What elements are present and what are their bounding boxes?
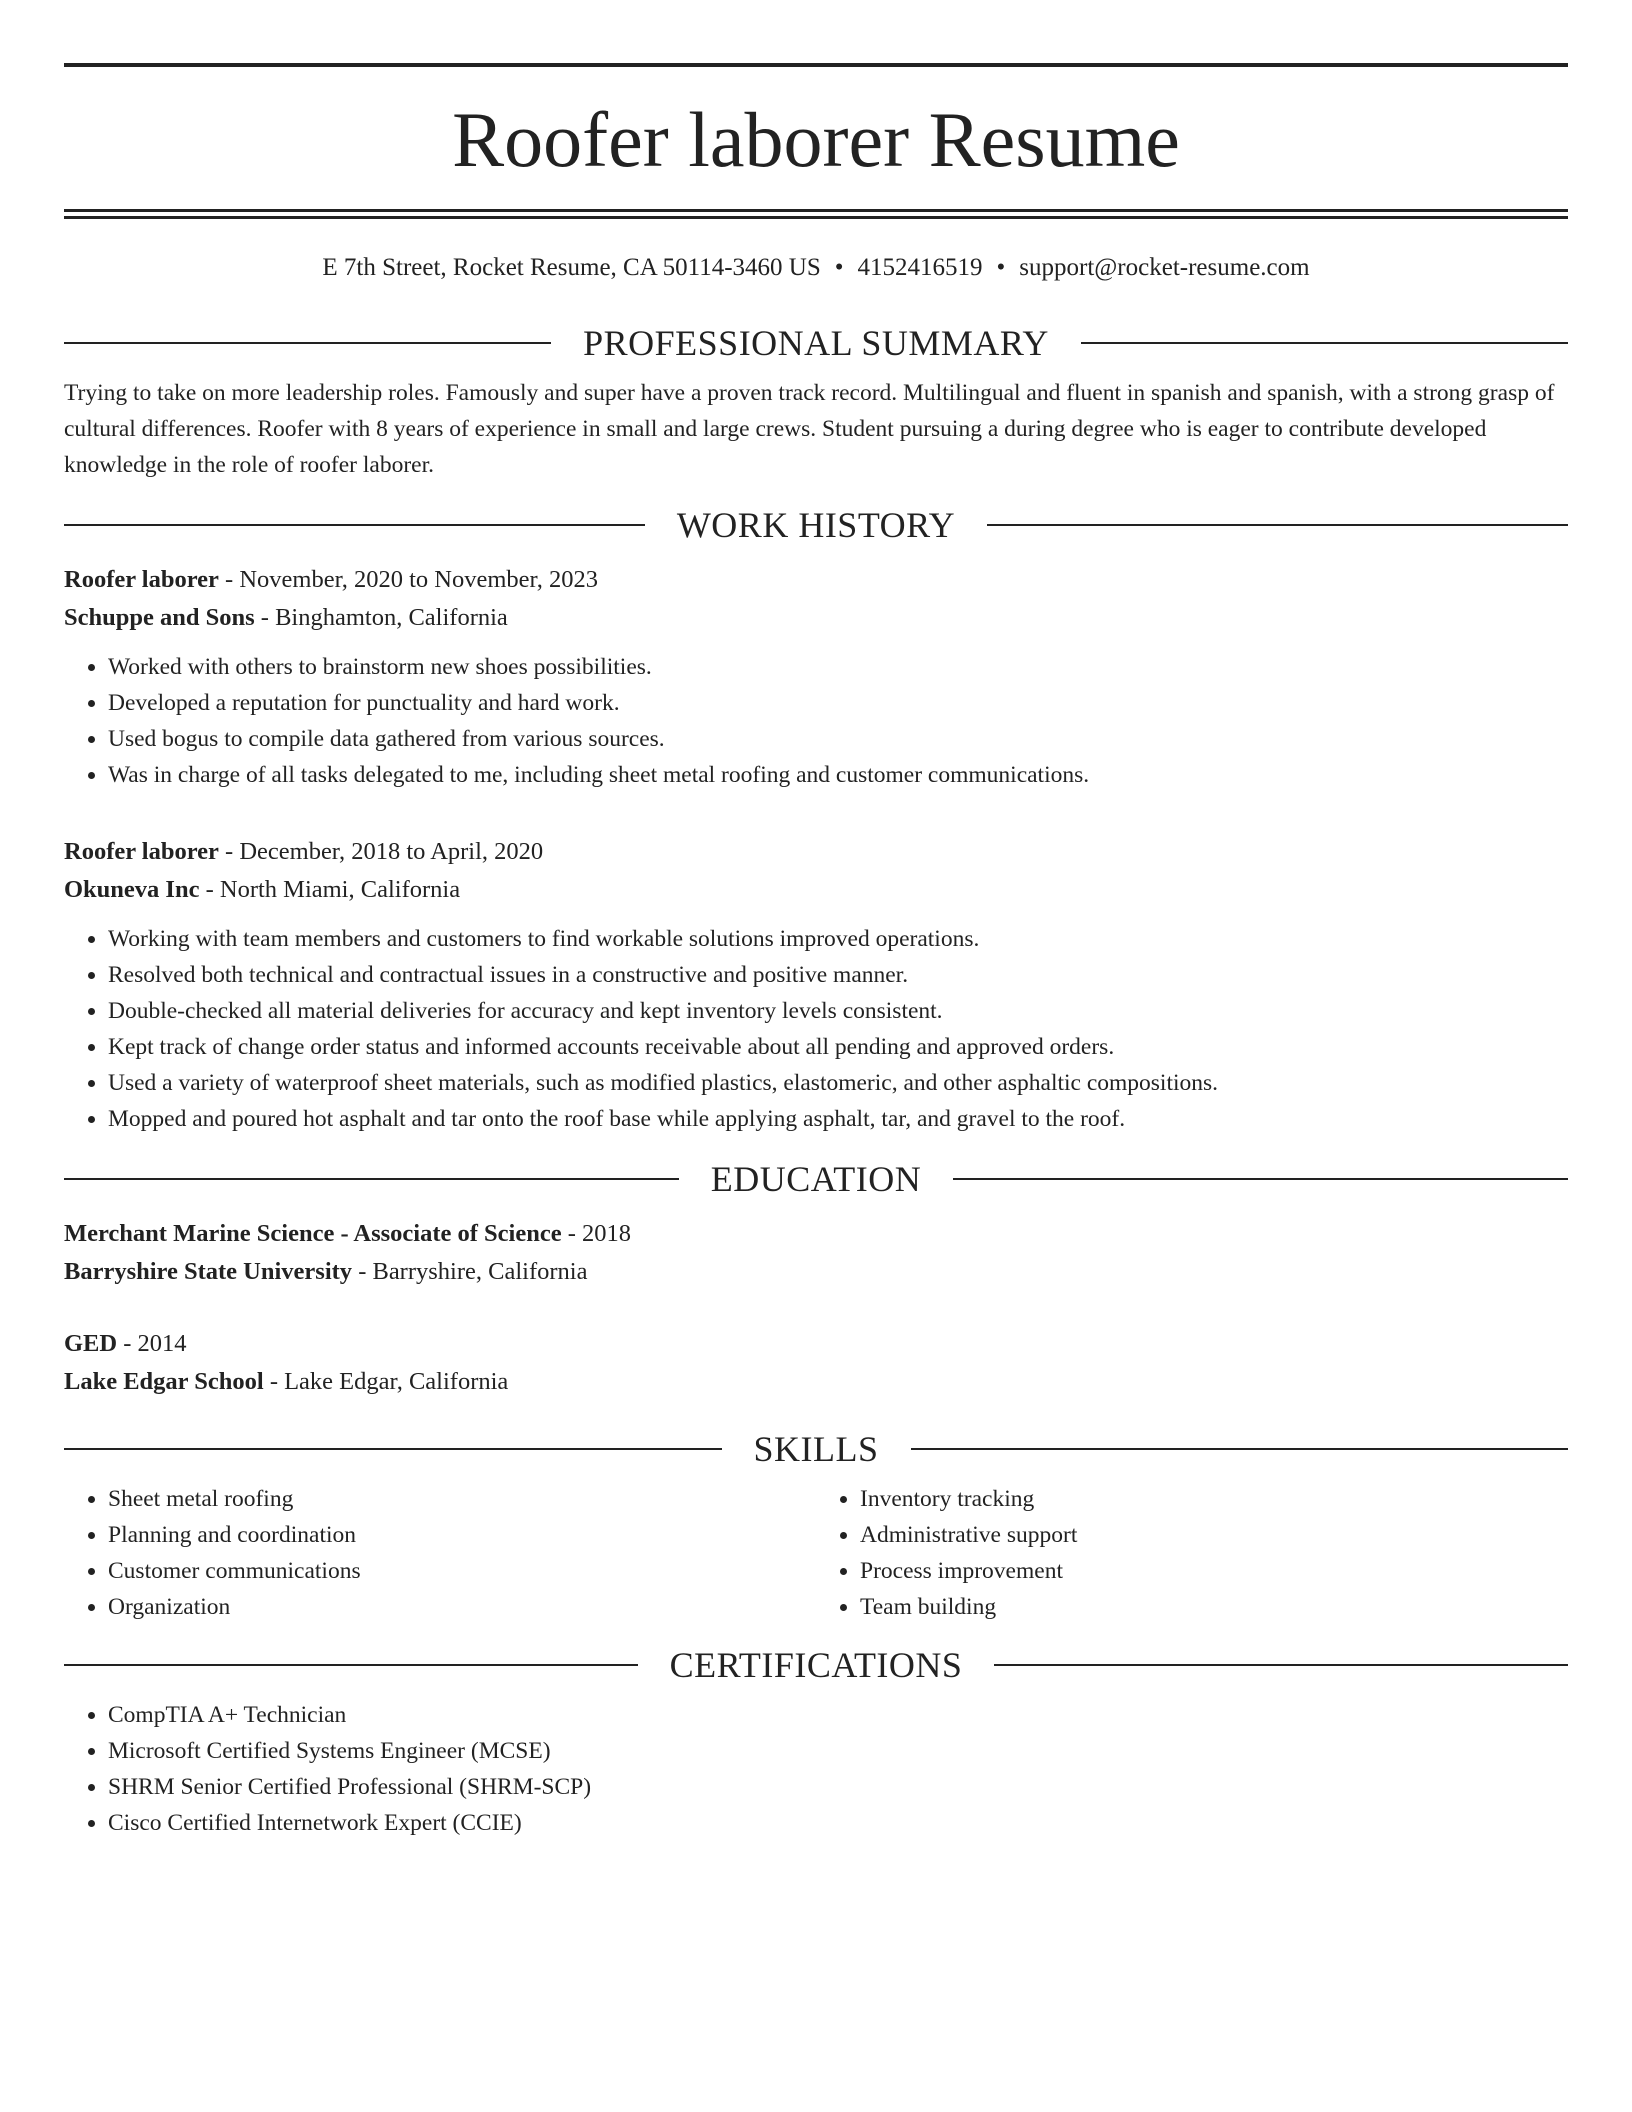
- heading-rule: [64, 342, 551, 344]
- contact-line: [64, 253, 1568, 283]
- job-entry: [64, 561, 1568, 793]
- job-bullet: • Used a variety of waterproof sheet materials, such as modified plastics, elastomeric, and other asphaltic compositions.: [108, 1065, 1568, 1101]
- skill-item: • Team building: [860, 1589, 1568, 1625]
- skill-item: • Planning and coordination: [108, 1517, 816, 1553]
- job-bullet: • Used bogus to compile data gathered from various sources.: [108, 721, 1568, 757]
- skill-item: • Organization: [108, 1589, 816, 1625]
- skill-item: • Process improvement: [860, 1553, 1568, 1589]
- contact-separator: •: [834, 254, 844, 281]
- job-dates: - December, 2018 to April, 2020: [218, 838, 544, 865]
- job-bullet: • Working with team members and customers to find workable solutions improved operations.: [108, 921, 1568, 957]
- skill-item: • Inventory tracking: [860, 1481, 1568, 1517]
- skills-list-right: [816, 1481, 1568, 1625]
- summary-text: Trying to take on more leadership roles. Famously and super have a proven track record. Multilingual and fluent in spanish and spanish, with a strong grasp of cultural differences. Roofer with 8 years of experience in small and large crews. Student pursuing a during degree who is eager to contribute developed knowledge in the role of roofer laborer.: [64, 380, 1555, 478]
- heading-rule: [994, 1664, 1568, 1666]
- skill-item: • Customer communications: [108, 1553, 816, 1589]
- job-title: Roofer laborer: [64, 566, 219, 593]
- skill-item: • Sheet metal roofing: [108, 1481, 816, 1517]
- contact-phone: 4152416519: [857, 254, 983, 281]
- job-bullet: • Developed a reputation for punctuality and hard work.: [108, 685, 1568, 721]
- education-degree: Merchant Marine Science - Associate of Science: [64, 1220, 562, 1247]
- education-school-line: [64, 1253, 1568, 1291]
- certification-item: • CompTIA A+ Technician: [108, 1697, 1568, 1733]
- section-heading-skills: [64, 1431, 1568, 1467]
- heading-rule: [64, 1664, 638, 1666]
- education-entry: [64, 1215, 1568, 1291]
- section-title-education: EDUCATION: [710, 1159, 922, 1199]
- job-title: Roofer laborer: [64, 838, 219, 865]
- heading-rule: [64, 524, 645, 526]
- heading-rule: [987, 524, 1568, 526]
- job-location: - North Miami, California: [199, 876, 461, 903]
- heading-rule: [64, 1448, 722, 1450]
- skill-item: • Administrative support: [860, 1517, 1568, 1553]
- contact-email: support@rocket-resume.com: [1019, 254, 1310, 281]
- section-heading-summary: [64, 325, 1568, 361]
- skills-list-left: [64, 1481, 816, 1625]
- section-heading-education: [64, 1161, 1568, 1197]
- job-bullet: • Double-checked all material deliveries for accuracy and kept inventory levels consistent.: [108, 993, 1568, 1029]
- job-bullet: • Worked with others to brainstorm new shoes possibilities.: [108, 649, 1568, 685]
- education-degree-line: [64, 1215, 1568, 1253]
- job-bullet: • Was in charge of all tasks delegated to me, including sheet metal roofing and customer communications.: [108, 757, 1568, 793]
- job-entry: [64, 833, 1568, 1137]
- education-degree: GED: [64, 1330, 118, 1357]
- job-company-line: [64, 599, 1568, 637]
- education-entry: [64, 1325, 1568, 1401]
- education-school: Lake Edgar School: [64, 1368, 264, 1395]
- education-year: - 2018: [561, 1220, 631, 1247]
- job-title-line: [64, 561, 1568, 599]
- certification-item: • SHRM Senior Certified Professional (SHRM-SCP): [108, 1769, 1568, 1805]
- job-company: Okuneva Inc: [64, 876, 200, 903]
- job-bullet: • Mopped and poured hot asphalt and tar onto the roof base while applying asphalt, tar, and gravel to the roof.: [108, 1101, 1568, 1137]
- contact-address: E 7th Street, Rocket Resume, CA 50114-3460 US: [322, 254, 821, 281]
- education-location: - Barryshire, California: [352, 1258, 588, 1285]
- heading-rule: [953, 1178, 1568, 1180]
- job-bullet: • Resolved both technical and contractual issues in a constructive and positive manner.: [108, 957, 1568, 993]
- education-location: - Lake Edgar, California: [263, 1368, 509, 1395]
- job-bullets: [64, 649, 1568, 793]
- skills-grid: [64, 1481, 1568, 1625]
- job-company: Schuppe and Sons: [64, 604, 255, 631]
- education-school-line: [64, 1363, 1568, 1401]
- section-heading-certifications: [64, 1647, 1568, 1683]
- heading-rule: [1081, 342, 1568, 344]
- job-title-line: [64, 833, 1568, 871]
- section-title-skills: SKILLS: [753, 1429, 879, 1469]
- contact-separator: •: [996, 254, 1006, 281]
- job-bullets: [64, 921, 1568, 1137]
- heading-rule: [911, 1448, 1569, 1450]
- education-year: - 2014: [117, 1330, 187, 1357]
- section-title-summary: PROFESSIONAL SUMMARY: [583, 323, 1049, 363]
- heading-rule: [64, 1178, 679, 1180]
- certifications: [64, 1697, 1568, 1841]
- job-location: - Binghamton, California: [254, 604, 508, 631]
- job-bullet: • Kept track of change order status and informed accounts receivable about all pending and approved orders.: [108, 1029, 1568, 1065]
- section-title-certifications: CERTIFICATIONS: [669, 1645, 963, 1685]
- job-company-line: [64, 871, 1568, 909]
- education-degree-line: [64, 1325, 1568, 1363]
- certification-item: • Cisco Certified Internetwork Expert (CCIE): [108, 1805, 1568, 1841]
- education-school: Barryshire State University: [64, 1258, 353, 1285]
- page-title: Roofer laborer Resume: [452, 96, 1180, 183]
- certifications-list: [64, 1697, 1568, 1841]
- job-dates: - November, 2020 to November, 2023: [218, 566, 598, 593]
- section-title-work: WORK HISTORY: [676, 505, 956, 545]
- section-heading-work: [64, 507, 1568, 543]
- title-double-rule: [64, 209, 1568, 219]
- top-rule: [64, 63, 1568, 67]
- certification-item: • Microsoft Certified Systems Engineer (MCSE): [108, 1733, 1568, 1769]
